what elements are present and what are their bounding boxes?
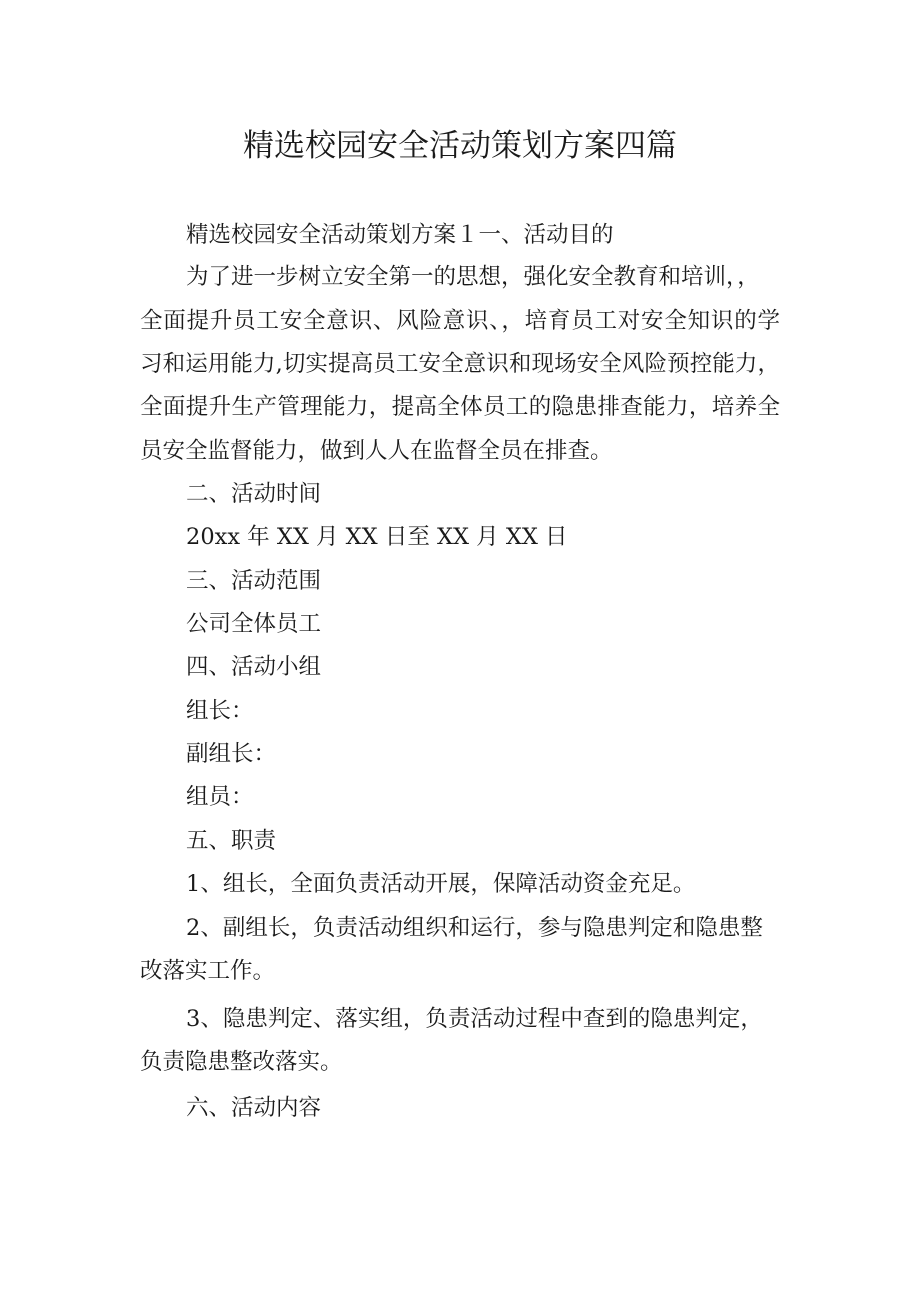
deputy-leader-label: 副组长： [186, 741, 277, 767]
scope-text: 公司全体员工 [186, 611, 322, 637]
team-leader-label: 组长： [186, 698, 254, 724]
paragraph-line: 全面提升生产管理能力，提高全体员工的隐患排查能力，培养全 [140, 394, 780, 420]
duty-item-continued: 负责隐患整改落实。 [140, 1049, 343, 1075]
duty-item-continued: 改落实工作。 [140, 958, 276, 984]
duty-item: 1、组长，全面负责活动开展，保障活动资金充足。 [186, 871, 696, 897]
section-heading: 五、职责 [186, 828, 277, 854]
section-heading: 四、活动小组 [186, 654, 322, 680]
document-title: 精选校园安全活动策划方案四篇 [243, 128, 677, 164]
team-member-label: 组员： [186, 784, 254, 810]
section-heading: 三、活动范围 [186, 568, 322, 594]
paragraph-line: 为了进一步树立安全第一的思想，强化安全教育和培训，， [186, 264, 760, 290]
section-heading: 六、活动内容 [186, 1095, 322, 1121]
paragraph-line: 全面提升员工安全意识、风险意识、，培育员工对安全知识的学 [140, 308, 780, 334]
intro-line: 精选校园安全活动策划方案１一、活动目的 [186, 222, 614, 248]
duty-item: 2、副组长，负责活动组织和运行，参与隐患判定和隐患整 [186, 915, 763, 941]
section-heading: 二、活动时间 [186, 481, 322, 507]
paragraph-line: 习和运用能力,切实提高员工安全意识和现场安全风险预控能力， [140, 351, 780, 377]
date-range: 20xx 年 XX 月 XX 日至 XX 月 XX 日 [186, 524, 568, 550]
paragraph-line: 员安全监督能力，做到人人在监督全员在排查。 [140, 438, 613, 464]
duty-item: 3、隐患判定、落实组，负责活动过程中查到的隐患判定， [186, 1006, 763, 1032]
